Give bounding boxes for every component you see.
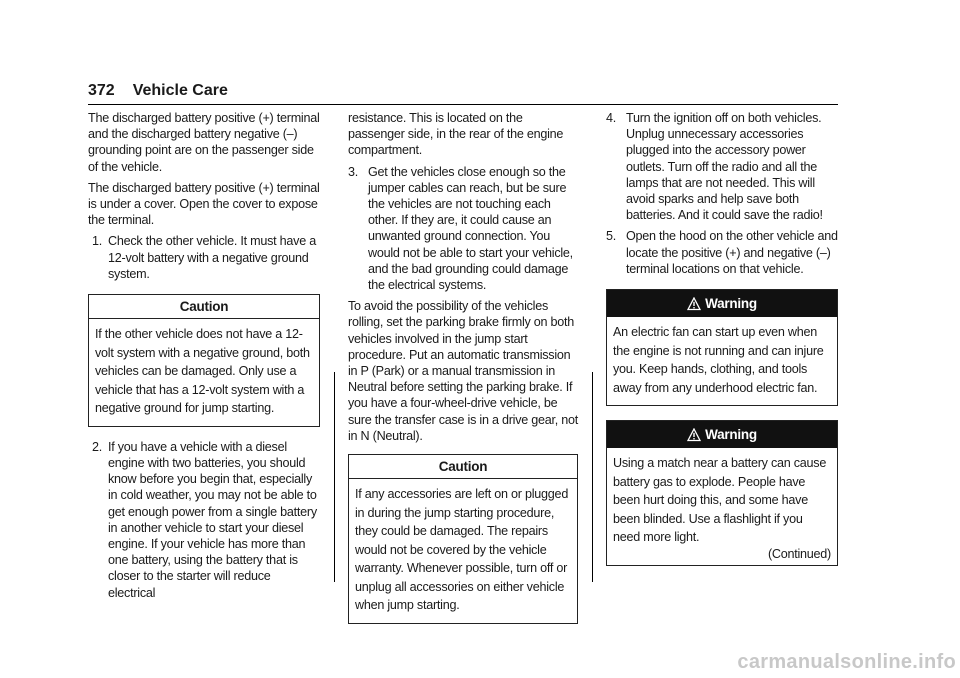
caution-text: If the other vehicle does not have a 12-volt system with a negative ground, both vehicles can be damaged. Only use a vehicle that has a 12-volt system with a negative ground for jump starting. [95,327,310,416]
continued-label: (Continued) [767,546,831,561]
warning-title: Warning [705,427,757,443]
warning-box [606,420,838,566]
list-item [88,439,320,601]
list-item [606,228,838,277]
page-header [88,82,228,100]
caution-box [348,454,578,624]
warning-title: Warning [705,296,757,312]
page-number: 372 [88,82,115,99]
step-text: Open the hood on the other vehicle and locate the positive (+) and negative (–) terminal locations on that vehicle. [626,229,838,276]
warning-text: Using a match near a battery can cause battery gas to explode. People have been hurt doing this, and some have been blinded. Use a flashlight if you need more light. [613,456,827,545]
step-number: 2. [92,439,103,454]
step-text: Check the other vehicle. It must have a 12-volt battery with a negative ground system. [108,234,316,281]
warning-body [607,448,837,565]
step-text: Get the vehicles close enough so the jumper cables can reach, but be sure the vehicles are not touching each other. If they are, it could cause an unwanted ground connection. You would not be able to start your vehicle, and the bad grounding could damage the electrical systems. [368,164,573,293]
step-number: 3. [348,164,359,179]
paragraph: The discharged battery positive (+) terminal is under a cover. Open the cover to expose the terminal. [88,180,320,228]
column-divider-right [592,372,593,582]
paragraph: The discharged battery positive (+) terminal and the discharged battery negative (–) grounding point are on the passenger side of the vehicle. [88,111,320,174]
warning-box [606,289,838,406]
paragraph: resistance. This is located on the passenger side, in the rear of the engine compartment. [348,111,564,158]
column-3 [606,110,838,578]
list-item [348,164,578,294]
step-number: 1. [92,234,103,249]
warning-header [607,421,837,448]
step-text: Turn the ignition off on both vehicles. Unplug unnecessary accessories plugged into the accessory power outlets. Turn off the radio and all the lamps that are not needed. This will avoid sparks and help save both batteries. And it could save the radio! [626,111,823,223]
caution-title: Caution [89,295,319,319]
warning-header [607,290,837,317]
column-2 [348,110,578,636]
section-title: Vehicle Care [132,82,228,99]
paragraph: To avoid the possibility of the vehicles rolling, set the parking brake firmly on both vehicles involved in the jump start procedure. Put an automatic transmission in P (Park) or a manual transmission in Neutral before setting the parking brake. If you have a four-wheel-drive vehicle, be sure the transfer case is in a drive gear, not in N (Neutral). [348,299,579,443]
caution-text: If any accessories are left on or plugged in during the jump starting procedure, they could be damaged. The repairs would not be covered by the vehicle warranty. Whenever possible, turn off or unplug all accessories on either vehicle when jump starting. [355,487,569,613]
step-text: If you have a vehicle with a diesel engine with two batteries, you should know before you begin that, especially in cold weather, you may not be able to get enough power from a single battery in another vehicle to start your diesel engine. If your vehicle has more than one battery, using the battery that is closer to the starter will reduce electrical [108,439,317,600]
header-rule [88,104,838,105]
list-item [606,110,838,223]
warning-icon [687,297,701,311]
column-divider-left [334,372,335,582]
step-number: 5. [606,229,617,244]
warning-text: An electric fan can start up even when the engine is not running and can injure you. Keep hands, clothing, and tools away from any underhood electric fan. [613,325,824,395]
column-1 [88,110,320,606]
step-number: 4. [606,111,617,125]
warning-icon [687,428,701,442]
watermark: carmanualsonline.info [737,651,956,673]
list-item [88,233,320,282]
caution-title: Caution [349,455,577,479]
caution-box [88,294,320,427]
